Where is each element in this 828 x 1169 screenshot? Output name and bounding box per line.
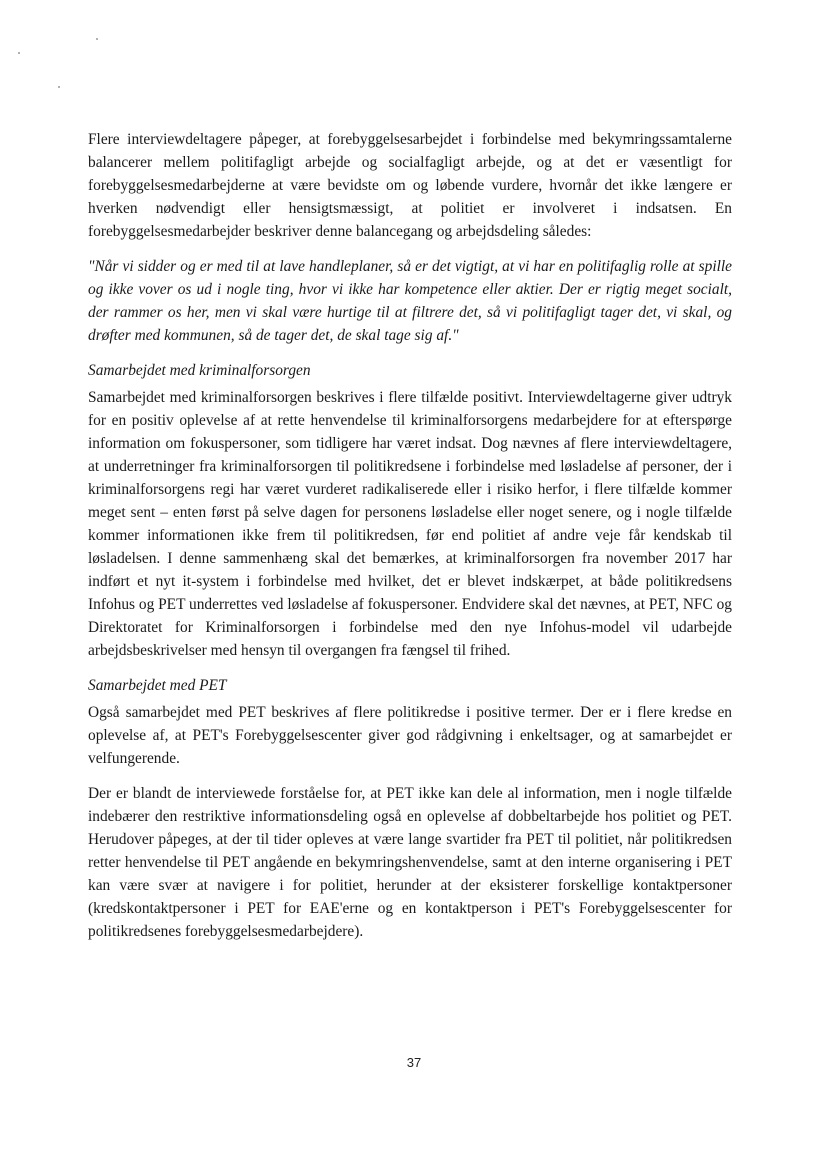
interview-quote: "Når vi sidder og er med til at lave handleplaner, så er det vigtigt, at vi har en politifaglig rolle at spille og ikke vover os ud i nogle ting, hvor vi ikke har kompetence eller aktier. Der er rigtig meget socialt, der rammer os her, men vi skal være hurtige til at filtrere det, så vi politifagligt tager det, vi skal, og drøfter med kommunen, så de tager det, de skal tage sig af." <box>88 258 732 344</box>
body-paragraph: Der er blandt de interviewede forståelse for, at PET ikke kan dele al information, men i nogle tilfælde indebærer den restriktive informationsdeling også en oplevelse af dobbeltarbejde hos politiet og PET. Herudover påpeges, at der til tider opleves at være lange svartider fra PET til politiet, når politikredsen retter henvendelse til PET angående en bekymringshenvendelse, samt at den interne organisering i PET kan være svær at navigere i for politiet, herunder at der eksisterer forskellige kontaktpersoner (kredskontaktpersoner i PET for EAE'erne og en kontaktperson i PET's Forebyggelsescenter for politikredsenes forebyggelsesmedarbejdere). <box>88 785 732 940</box>
body-paragraph: Samarbejdet med kriminalforsorgen beskrives i flere tilfælde positivt. Interviewdeltagerne giver udtryk for en positiv oplevelse af at rette henvendelse til kriminalforsorgens medarbejdere for at efterspørge information om fokuspersoner, som tidligere har været indsat. Dog nævnes af flere interviewdeltagere, at underretninger fra kriminalforsorgen til politikredsene i forbindelse med løsladelse af personer, der i kriminalforsorgens regi har været vurderet radikaliserede eller i risiko herfor, i flere tilfælde kommer meget sent – enten først på selve dagen for personens løsladelse eller noget senere, og i nogle tilfælde kommer informationen ikke frem til politikredsen, før end politiet af andre veje får kendskab til løsladelsen. I denne sammenhæng skal det bemærkes, at kriminalforsorgen fra november 2017 har indført et nyt it-system i forbindelse med hvilket, det er blevet indskærpet, at både politikredsens Infohus og PET underrettes ved løsladelse af fokuspersoner. Endvidere skal det nævnes, at PET, NFC og Direktoratet for Kriminalforsorgen i forbindelse med den nye Infohus-model vil udarbejde arbejdsbeskrivelser med hensyn til overgangen fra fængsel til frihed. <box>88 389 733 659</box>
scan-speck <box>18 52 20 54</box>
scan-speck <box>96 38 98 40</box>
page-number: 37 <box>406 1055 422 1070</box>
scan-speck <box>58 86 60 88</box>
document-page <box>88 128 732 943</box>
body-paragraph: Også samarbejdet med PET beskrives af flere politikredse i positive termer. Der er i flere kredse en oplevelse af, at PET's Forebyggelsescenter giver god rådgivning i enkeltsager, og at samarbejdet er velfungerende. <box>88 704 732 767</box>
body-paragraph: Flere interviewdeltagere påpeger, at forebyggelsesarbejdet i forbindelse med bekymringssamtalerne balancerer mellem politifagligt arbejde og socialfagligt arbejde, og at det er væsentligt for forebyggelsesmedarbejderne at være bevidste om og løbende vurdere, hvornår det ikke længere er hverken nødvendigt eller hensigtsmæssigt, at politiet er involveret i indsatsen. En forebyggelsesmedarbejder beskriver denne balancegang og arbejdsdeling således: <box>88 131 732 240</box>
section-heading-kriminalforsorgen: Samarbejdet med kriminalforsorgen <box>88 362 311 379</box>
section-heading-pet: Samarbejdet med PET <box>88 677 227 694</box>
